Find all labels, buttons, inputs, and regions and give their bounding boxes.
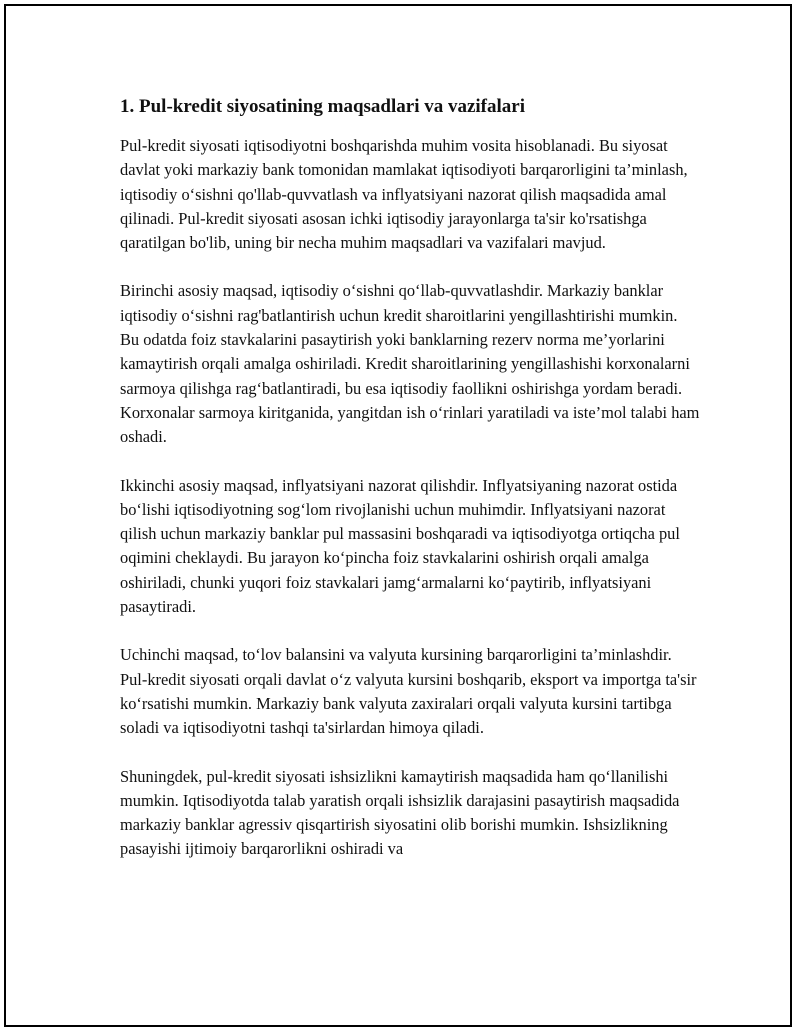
section-heading: 1. Pul-kredit siyosatining maqsadlari va vazifalari: [120, 96, 526, 117]
paragraph-first-goal: Birinchi asosiy maqsad, iqtisodiy o‘sishni qo‘llab-quvvatlashdir. Markaziy banklar iqtisodiy o‘sishni rag'batlantirish uchun kredit sharoitlarini yengillashtirishi mumkin. Bu odatda foiz stavkalarini pasaytirish yoki banklarning rezerv norma me’yorlarini kamaytirish orqali amalga oshiriladi. Kredit sharoitlarining yengillashishi korxonalarni sarmoya qilishga rag‘batlantiradi, bu esa iqtisodiy faollikni oshirishga yordam beradi. Korxonalar sarmoya kiritganida, yangitdan ish o‘rinlari yaratiladi va iste’mol talabi ham oshadi.: [120, 281, 700, 447]
paragraph-second-goal: Ikkinchi asosiy maqsad, inflyatsiyani nazorat qilishdir. Inflyatsiyaning nazorat ostida bo‘lishi iqtisodiyotning sog‘lom rivojlanishi uchun muhimdir. Inflyatsiyani nazorat qilish uchun markaziy banklar pul massasini boshqaradi va iqtisodiyotga ortiqcha pul oqimini cheklaydi. Bu jarayon ko‘pincha foiz stavkalarini oshirish orqali amalga oshiriladi, chunki yuqori foiz stavkalari jamg‘armalarni ko‘paytirib, inflyatsiyani pasaytiradi.: [120, 475, 680, 617]
paragraph-unemployment: Shuningdek, pul-kredit siyosati ishsizlikni kamaytirish maqsadida ham qo‘llanilishi mumkin. Iqtisodiyotda talab yaratish orqali ishsizlik darajasini pasaytirish maqsadida markaziy banklar agressiv qisqartirish siyosatini olib borishi mumkin. Ishsizlikning pasayishi ijtimoiy barqarorlikni oshiradi va: [120, 766, 680, 859]
paragraph-intro: Pul-kredit siyosati iqtisodiyotni boshqarishda muhim vosita hisoblanadi. Bu siyosat davlat yoki markaziy bank tomonidan mamlakat iqtisodiyoti barqarorligini ta’minlash, iqtisodiy o‘sishni qo'llab-quvvatlash va inflyatsiyani nazorat qilish maqsadida amal qilinadi. Pul-kredit siyosati asosan ichki iqtisodiy jarayonlarga ta'sir ko'rsatishga qaratilgan bo'lib, uning bir necha muhim maqsadlari va vazifalari mavjud.: [120, 136, 688, 253]
paragraph-third-goal: Uchinchi maqsad, to‘lov balansini va valyuta kursining barqarorligini ta’minlashdir. Pul-kredit siyosati orqali davlat o‘z valyuta kursini boshqarib, eksport va importga ta'sir ko‘rsatishi mumkin. Markaziy bank valyuta zaxiralari orqali valyuta kursini tartibga soladi va iqtisodiyotni tashqi ta'sirlardan himoya qiladi.: [120, 645, 697, 738]
document-page: [4, 4, 792, 1027]
document-content: [120, 94, 700, 886]
